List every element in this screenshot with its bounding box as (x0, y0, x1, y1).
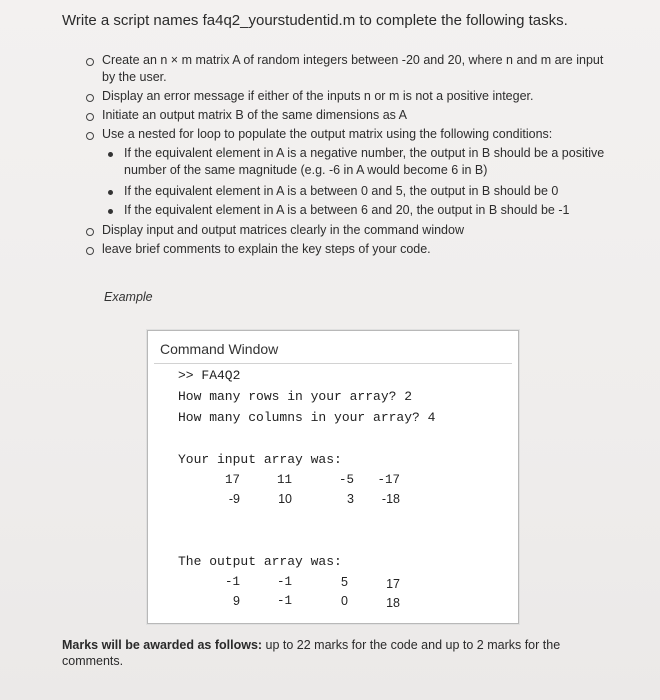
task-item (102, 52, 632, 86)
matrix-cell: 17 (224, 473, 240, 487)
matrix-cell: -18 (381, 492, 400, 506)
bullet-circle-icon (86, 113, 94, 121)
matrix-cell: 9 (233, 594, 240, 608)
matrix-cell: 18 (386, 596, 400, 610)
prompt-line: >> FA4Q2 (178, 368, 241, 383)
task-text: Display input and output matrices clearly in the command window (102, 223, 464, 237)
bullet-dot-icon (108, 152, 113, 157)
condition-item (124, 202, 569, 219)
condition-item (124, 145, 624, 179)
task-item (102, 241, 431, 258)
matrix-cell: 3 (347, 492, 354, 506)
matrix-cell: -1 (276, 575, 292, 589)
matrix-cell: 17 (386, 577, 400, 591)
bullet-dot-icon (108, 190, 113, 195)
task-text: Initiate an output matrix B of the same dimensions as A (102, 108, 408, 122)
matrix-cell: 0 (341, 594, 348, 608)
marks-note-rest: up to 22 marks for the code and up to 2 marks for the comments. (62, 638, 561, 668)
assignment-title: Write a script names fa4q2_yourstudentid.m to complete the following tasks. (62, 12, 568, 29)
marks-note (62, 637, 602, 669)
condition-text-continued: number of the same magnitude (e.g. -6 in A would become 6 in B) (124, 163, 488, 177)
cols-prompt: How many columns in your array? 4 (178, 410, 436, 425)
matrix-cell: 11 (276, 473, 292, 487)
task-text-continued: by the user. (102, 70, 167, 84)
bullet-circle-icon (86, 58, 94, 66)
task-text: Create an n × m matrix A of random integers between -20 and 20, where n and m are input (102, 53, 604, 67)
matrix-cell: -9 (228, 492, 240, 506)
matrix-cell: -5 (338, 473, 354, 487)
condition-text: If the equivalent element in A is a negative number, the output in B should be a positive (124, 146, 605, 160)
matrix-cell: 5 (341, 575, 348, 589)
matrix-cell: -17 (377, 473, 400, 487)
condition-text: If the equivalent element in A is a between 0 and 5, the output in B should be 0 (124, 184, 559, 198)
task-text: Use a nested for loop to populate the output matrix using the following conditions: (102, 127, 553, 141)
task-item (102, 126, 552, 143)
bullet-dot-icon (108, 209, 113, 214)
matrix-cell: -1 (276, 594, 292, 608)
command-window-header (154, 337, 512, 364)
task-item (102, 88, 533, 105)
task-item (102, 222, 464, 239)
matrix-cell: 10 (278, 492, 292, 506)
task-item (102, 107, 407, 124)
condition-item (124, 183, 558, 200)
task-text: Display an error message if either of the inputs n or m is not a positive integer. (102, 89, 534, 103)
command-window (147, 330, 519, 624)
bullet-circle-icon (86, 132, 94, 140)
bullet-circle-icon (86, 247, 94, 255)
output-array-header: The output array was: (178, 554, 342, 569)
condition-text: If the equivalent element in A is a between 6 and 20, the output in B should be -1 (124, 203, 570, 217)
input-array-header: Your input array was: (178, 452, 342, 467)
rows-prompt: How many rows in your array? 2 (178, 389, 413, 404)
task-text: leave brief comments to explain the key steps of your code. (102, 242, 431, 256)
example-label: Example (104, 290, 153, 304)
command-window-title: Command Window (160, 341, 279, 357)
bullet-circle-icon (86, 228, 94, 236)
bullet-circle-icon (86, 94, 94, 102)
marks-note-bold: Marks will be awarded as follows: (62, 638, 263, 652)
matrix-cell: -1 (224, 575, 240, 589)
